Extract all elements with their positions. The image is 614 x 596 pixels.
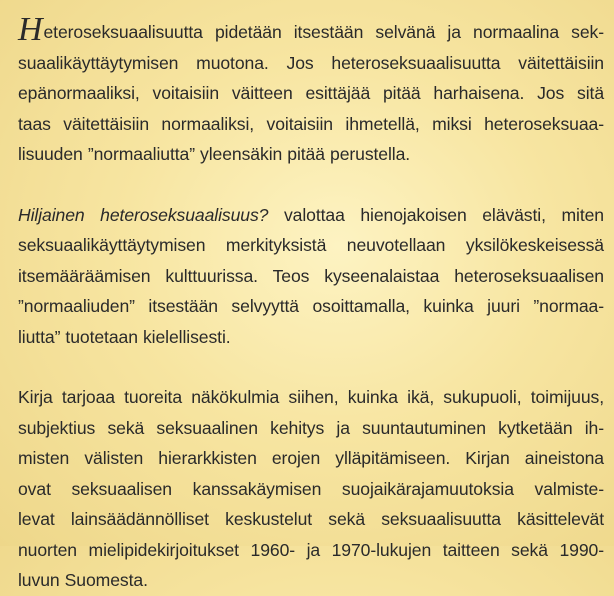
text-line: epänormaaliksi, voitaisiin väitteen esittäjää pitää harhaisena. Jos sitä xyxy=(18,83,604,103)
text-line: nuorten mielipidekirjoitukset 1960- ja 1970-lukujen taitteen sekä 1990- xyxy=(18,539,604,560)
text-line: subjektius sekä seksuaalinen kehitys ja suuntautuminen kytketään ih- xyxy=(18,417,604,438)
text-line: taas väitettäisiin normaaliksi, voitaisiin ihmetellä, miksi heteroseksuaa- xyxy=(18,113,604,134)
text-line: ”normaaliuden” itsestään selvyyttä osoittamalla, kuinka juuri ”normaa- xyxy=(18,296,604,316)
book-title: Hiljainen heteroseksuaalisuus? xyxy=(18,204,269,225)
text-line: seksuaalikäyttäytymisen merkityksistä neuvotellaan yksilökeskeisessä xyxy=(18,235,604,255)
text-line: itsemääräämisen kulttuurissa. Teos kyseenalaistaa heteroseksuaalisen xyxy=(18,265,604,286)
paragraph-book-description xyxy=(18,200,604,353)
drop-cap: H xyxy=(18,11,43,48)
text-line: levat lainsäädännölliset keskustelut sekä seksuaalisuutta käsittelevät xyxy=(18,509,604,529)
text-line: liutta” tuotetaan kielellisesti. xyxy=(18,326,231,347)
paragraph-perspectives xyxy=(18,382,604,596)
text-line xyxy=(18,200,604,231)
text-line: luvun Suomesta. xyxy=(18,570,148,590)
paragraph-intro xyxy=(18,11,604,170)
text-line: ovat seksuaalisen kanssakäymisen suojaikärajamuutoksia valmiste- xyxy=(18,478,604,499)
text-line: misten välisten hierarkkisten erojen ylläpitämiseen. Kirjan aineistona xyxy=(18,448,604,468)
text-line-content: valottaa hienojakoisen elävästi, miten xyxy=(268,204,604,225)
text-line: lisuuden ”normaaliutta” yleensäkin pitää perustella. xyxy=(18,144,411,164)
text-line: Kirja tarjoaa tuoreita näkökulmia siihen, kuinka ikä, sukupuoli, toimijuus, xyxy=(18,387,604,407)
text-line-content: eteroseksuaalisuutta pidetään itsestään selvänä ja normaalina sek- xyxy=(43,22,604,42)
text-line xyxy=(18,11,604,48)
text-line: suaalikäyttäytymisen muotona. Jos heteroseksuaalisuutta väitettäisiin xyxy=(18,52,604,73)
